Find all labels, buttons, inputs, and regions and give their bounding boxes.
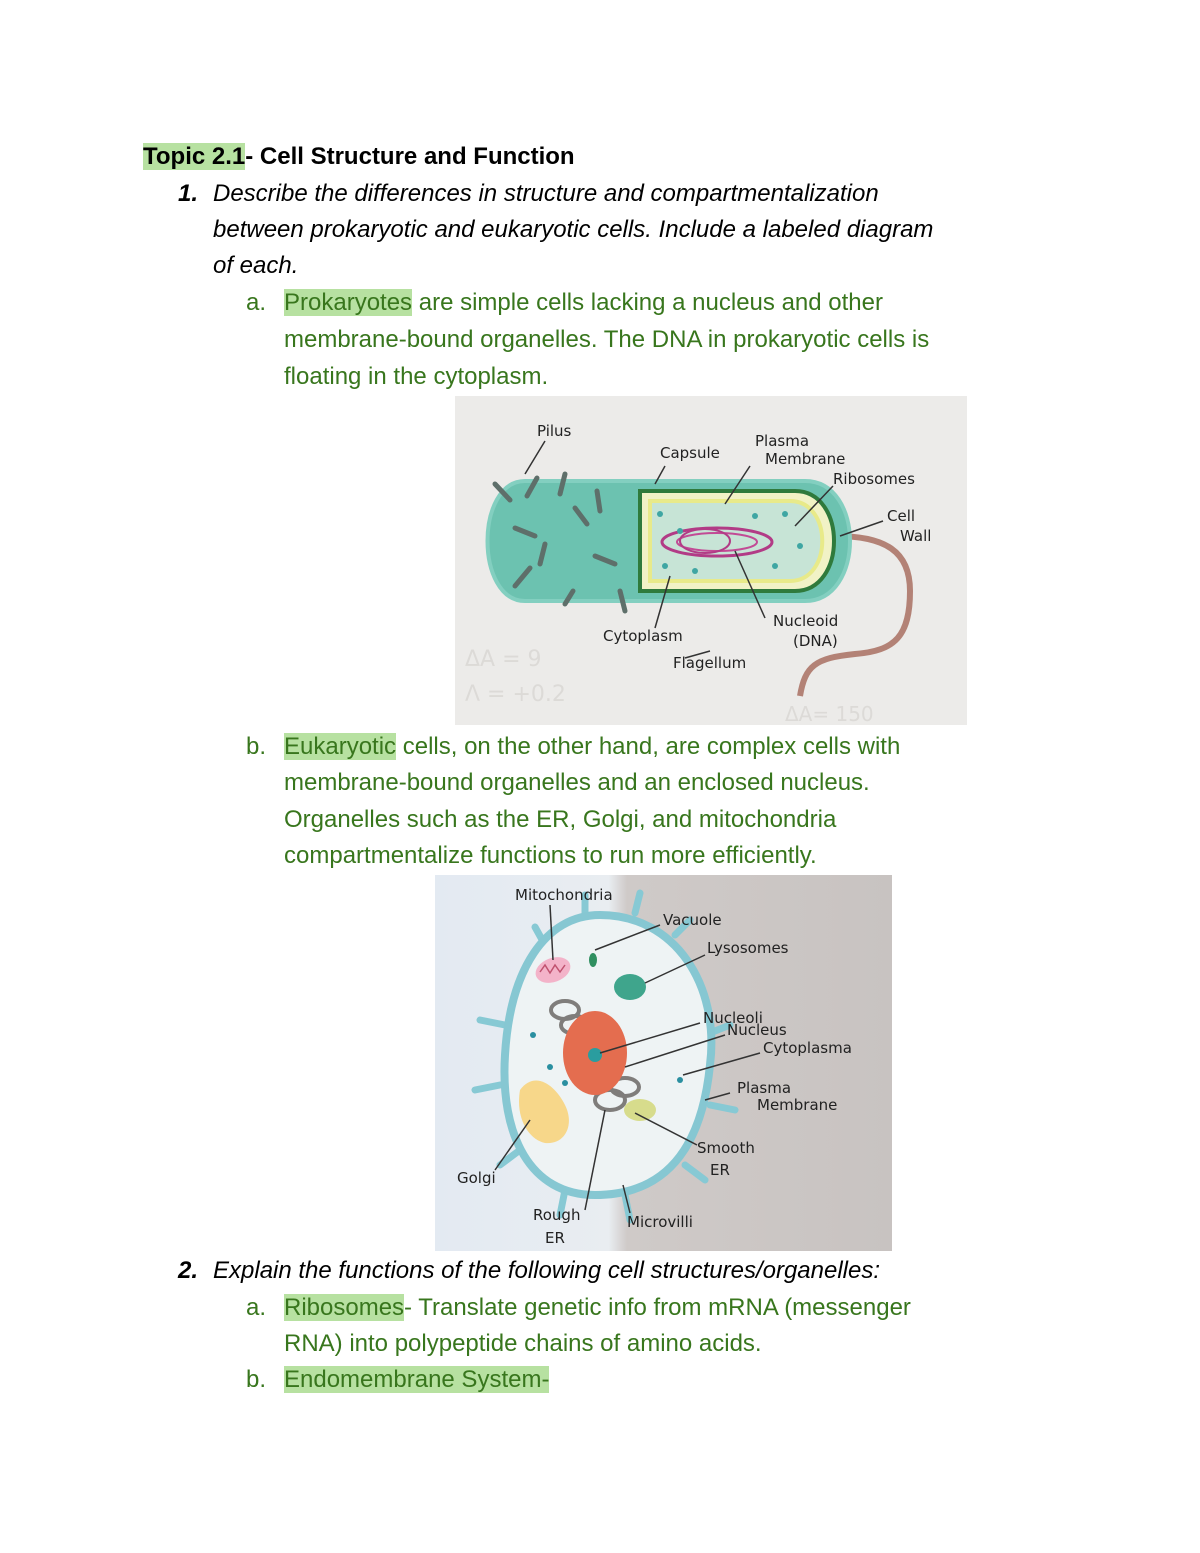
term-endomembrane-text: Endomembrane System — [284, 1366, 542, 1393]
answer-2b-letter: b. — [246, 1366, 267, 1393]
label-plasma: Plasma — [755, 432, 810, 450]
answer-1b-line-1 — [284, 729, 900, 765]
label-microvilli: Microvilli — [627, 1213, 693, 1231]
svg-text:ΔA= 150: ΔA= 150 — [785, 702, 874, 725]
label-flagellum: Flagellum — [673, 654, 747, 672]
answer-1a-line-2: membrane-bound organelles. The DNA in prokaryotic cells is — [284, 326, 930, 353]
svg-text:Λ = +0.2: Λ = +0.2 — [465, 682, 566, 707]
answer-2a-text: - Translate genetic info from mRNA (messenger — [404, 1294, 911, 1321]
label-rough-er: ER — [545, 1229, 565, 1247]
answer-2a-line-1 — [284, 1290, 911, 1326]
term-eukaryotic: Eukaryotic — [284, 733, 397, 760]
label-nucleoli: Nucleoli — [703, 1009, 763, 1027]
question-1-line-3: of each. — [213, 252, 299, 279]
label-pilus: Pilus — [537, 422, 572, 440]
question-1-number: 1. — [178, 180, 199, 207]
term-ribosomes: Ribosomes — [284, 1294, 405, 1321]
topic-number: Topic 2.1 — [143, 143, 246, 170]
answer-2a-letter: a. — [246, 1294, 267, 1321]
question-2-text: Explain the functions of the following cell structures/organelles: — [213, 1257, 881, 1284]
label-plasma: Plasma — [737, 1079, 792, 1097]
label-wall: Wall — [900, 527, 932, 545]
term-prokaryotes: Prokaryotes — [284, 289, 413, 316]
label-membrane: Membrane — [765, 450, 846, 468]
topic-title: - Cell Structure and Function — [245, 143, 575, 170]
answer-1a-line-3: floating in the cytoplasm. — [284, 363, 549, 390]
label-golgi: Golgi — [457, 1169, 496, 1187]
label-smooth-er: ER — [710, 1161, 730, 1179]
label-rough: Rough — [533, 1206, 581, 1224]
label-mitochondria: Mitochondria — [515, 886, 613, 904]
answer-1b-letter: b. — [246, 733, 267, 760]
question-1-line-2: between prokaryotic and eukaryotic cells. Include a labeled diagram — [213, 216, 934, 243]
answer-2a-line-2: RNA) into polypeptide chains of amino acids. — [284, 1330, 762, 1357]
label-lysosomes: Lysosomes — [707, 939, 789, 957]
term-endomembrane-dash: - — [541, 1366, 550, 1393]
answer-1a-line-1 — [284, 285, 883, 321]
question-1-line-1: Describe the differences in structure and compartmentalization — [213, 180, 879, 207]
answer-1b-line-4: compartmentalize functions to run more efficiently. — [284, 842, 817, 869]
answer-1b-text: cells, on the other hand, are complex cells with — [396, 733, 901, 760]
prokaryote-diagram — [455, 396, 967, 725]
label-nucleoid: Nucleoid — [773, 612, 839, 630]
answer-1b-line-2: membrane-bound organelles and an enclosed nucleus. — [284, 769, 870, 796]
answer-1a-letter: a. — [246, 289, 267, 316]
label-cytoplasma: Cytoplasma — [763, 1039, 852, 1057]
topic-heading — [143, 139, 575, 175]
label-capsule: Capsule — [660, 444, 720, 462]
svg-text:ΔA = 9: ΔA = 9 — [465, 647, 542, 672]
answer-2b-line-1 — [284, 1362, 549, 1398]
answer-1a-text: are simple cells lacking a nucleus and other — [412, 289, 883, 316]
label-vacuole: Vacuole — [663, 911, 722, 929]
label-membrane: Membrane — [757, 1096, 838, 1114]
term-endomembrane-system — [284, 1366, 549, 1393]
label-cell: Cell — [887, 507, 916, 525]
label-nucleus: Nucleus — [727, 1021, 787, 1039]
label-cytoplasm: Cytoplasm — [603, 627, 683, 645]
label-dna: (DNA) — [793, 632, 838, 650]
question-2-number: 2. — [178, 1257, 199, 1284]
label-ribosomes: Ribosomes — [833, 470, 915, 488]
label-smooth: Smooth — [697, 1139, 755, 1157]
answer-1b-line-3: Organelles such as the ER, Golgi, and mitochondria — [284, 806, 837, 833]
eukaryote-diagram — [435, 875, 892, 1251]
